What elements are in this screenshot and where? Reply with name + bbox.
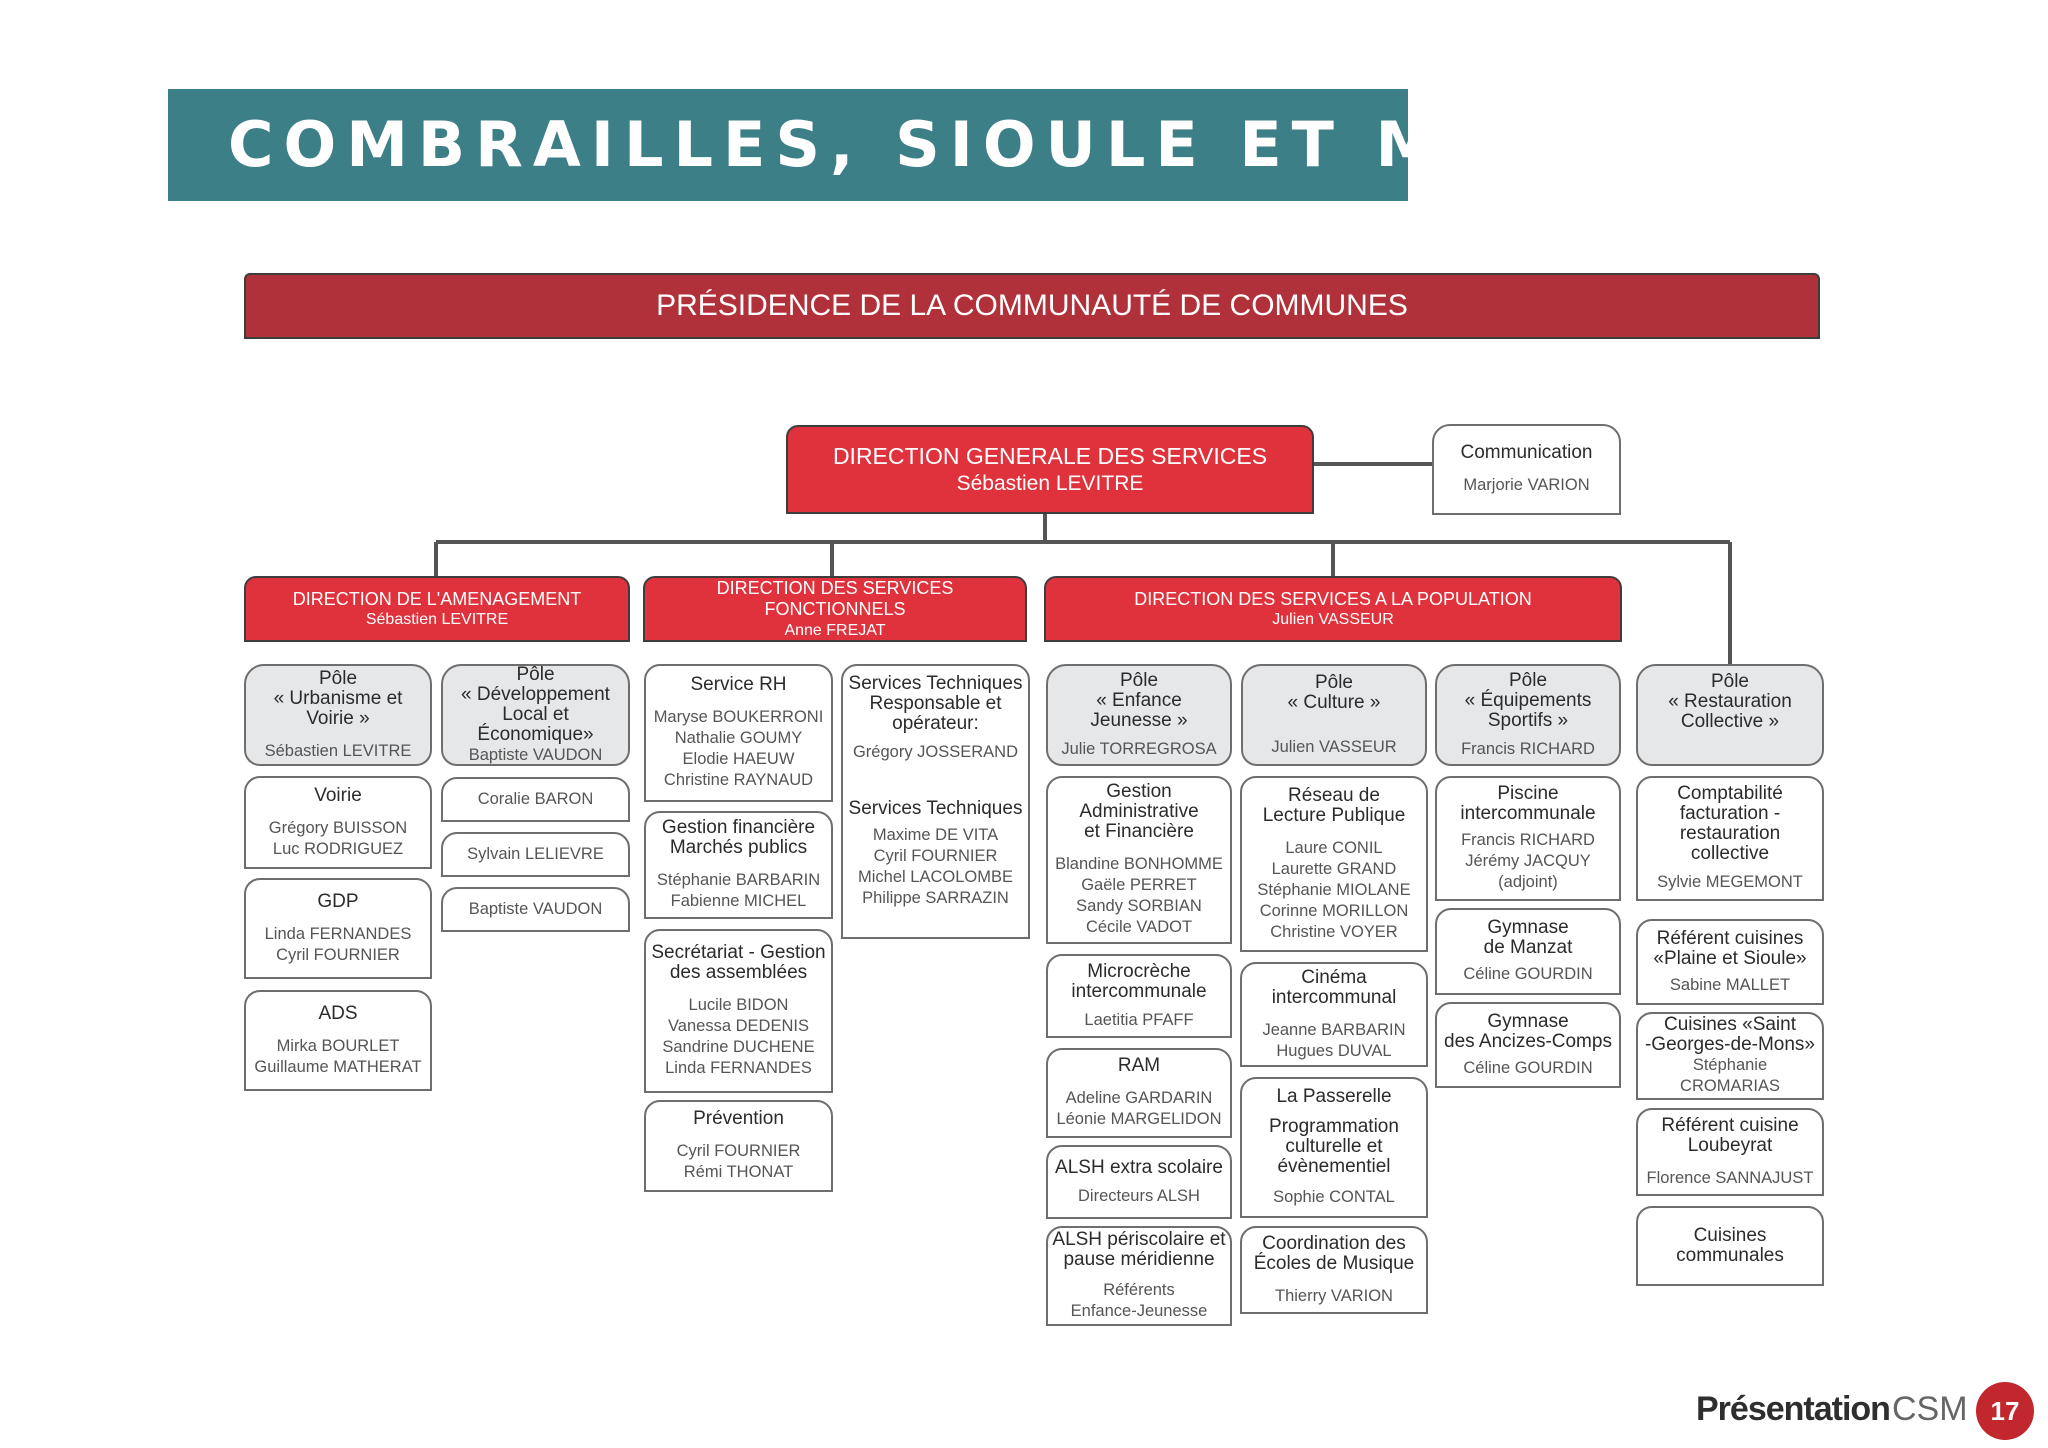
box-services-techniques [841,664,1030,939]
box-la-passerelle-title-2: Programmation culturelle et évènementiel [1269,1116,1399,1177]
direction-amenagement-title: DIRECTION DE L'AMENAGEMENT [292,588,582,609]
box-cinema-people: Jeanne BARBARIN Hugues DUVAL [1262,1020,1406,1060]
box-services-techniques-title: Services Techniques Responsable et opérateur: [848,673,1023,734]
box-alsh-peri-title: ALSH périscolaire et pause méridienne [1052,1229,1226,1270]
box-la-passerelle-people: Sophie CONTAL [1273,1188,1395,1206]
communication-title: Communication [1460,442,1593,463]
box-ads [244,990,432,1091]
page-number: 17 [1990,1395,2020,1426]
box-comptabilite [1636,776,1824,901]
dgs-person: Sébastien LEVITRE [956,471,1144,495]
presidence-label: PRÉSIDENCE DE LA COMMUNAUTÉ DE COMMUNES [656,289,1408,322]
box-piscine [1435,776,1621,901]
box-referent-plaine-sioule-people: Sabine MALLET [1669,975,1791,994]
pole-developpement-title: Pôle « Développement Local et Économique» [461,663,610,745]
communication-box [1432,424,1621,515]
box-piscine-title: Piscine intercommunale [1460,783,1596,824]
box-cuisines-saint-georges-people: Stéphanie CROMARIAS [1680,1056,1780,1095]
pole-enfance-jeunesse [1046,664,1232,766]
footer-brand: CSM [1892,1390,1968,1428]
pole-culture-people: Julien VASSEUR [1271,737,1397,756]
pole-urbanisme-voirie [244,664,432,766]
direction-population [1044,576,1622,642]
box-lecture-publique-title: Réseau de Lecture Publique [1262,784,1406,826]
box-lecture-publique [1240,776,1428,952]
direction-fonctionnels-title: DIRECTION DES SERVICES FONCTIONNELS [716,577,954,620]
box-alsh-periscolaire [1046,1226,1232,1326]
box-referent-loubeyrat-people: Florence SANNAJUST [1646,1168,1814,1187]
box-voirie-people: Grégory BUISSON Luc RODRIGUEZ [268,818,408,858]
box-la-passerelle [1240,1077,1428,1218]
box-prevention [644,1100,833,1192]
box-gymnase-ancizes-title: Gymnase des Ancizes-Comps [1444,1010,1612,1052]
box-gymnase-ancizes [1435,1002,1621,1088]
box-gestion-administrative [1046,776,1232,944]
box-microcreche [1046,954,1232,1038]
box-cuisines-communales-title: Cuisines communales [1676,1225,1784,1266]
box-cuisines-communales [1636,1206,1824,1286]
box-voirie-title: Voirie [314,784,362,806]
dgs-title: DIRECTION GENERALE DES SERVICES [832,443,1268,470]
box-services-techniques-people-2: Maxime DE VITA Cyril FOURNIER Michel LACOLOMBE Philippe SARRAZIN [858,826,1013,907]
box-ecoles-musique-people: Thierry VARION [1275,1286,1393,1305]
box-referent-plaine-sioule [1636,919,1824,1005]
box-gestion-administrative-people: Blandine BONHOMME Gaële PERRET Sandy SORBIAN Cécile VADOT [1055,855,1223,936]
box-cinema-title: Cinéma intercommunal [1271,966,1397,1008]
pole-developpement [441,664,630,766]
box-referent-plaine-sioule-title: Référent cuisines «Plaine et Sioule» [1653,927,1807,969]
direction-population-person: Julien VASSEUR [1272,611,1394,629]
box-ram-title: RAM [1117,1055,1161,1076]
box-piscine-people: Francis RICHARD Jérémy JACQUY (adjoint) [1461,831,1595,891]
box-services-techniques-people: Grégory JOSSERAND [852,743,1019,761]
box-coralie-baron-people: Coralie BARON [477,790,594,808]
box-service-rh-people: Maryse BOUKERRONI Nathalie GOUMY Elodie HAEUW Christine RAYNAUD [653,708,824,789]
pole-developpement-people: Baptiste VAUDON [468,745,603,764]
box-gestion-financiere-title: Gestion financière Marchés publics [661,817,816,858]
box-lecture-publique-people: Laure CONIL Laurette GRAND Stéphanie MIOLANE Corinne MORILLON Christine VOYER [1257,838,1411,941]
box-gymnase-manzat-title: Gymnase de Manzat [1483,917,1573,958]
box-ecoles-musique [1240,1226,1428,1314]
direction-fonctionnels-person: Anne FREJAT [784,622,886,639]
box-ram-people: Adeline GARDARIN Léonie MARGELIDON [1056,1089,1222,1128]
box-comptabilite-people: Sylvie MEGEMONT [1657,873,1803,891]
dgs-box [786,425,1314,514]
box-gdp-people: Linda FERNANDES Cyril FOURNIER [264,924,412,964]
box-cuisines-saint-georges-title: Cuisines «Saint -Georges-de-Mons» [1644,1014,1816,1055]
box-baptiste-vaudon [441,887,630,932]
box-coralie-baron [441,777,630,822]
box-alsh-extra-scolaire [1046,1145,1232,1219]
communication-person: Marjorie VARION [1463,476,1590,494]
page-number-badge [1976,1382,2034,1440]
box-baptiste-vaudon-people: Baptiste VAUDON [468,900,603,918]
box-gdp-title: GDP [317,890,359,912]
box-gdp [244,878,432,979]
pole-culture-title: Pôle « Culture » [1287,671,1381,713]
box-ecoles-musique-title: Coordination des Écoles de Musique [1253,1232,1415,1274]
box-prevention-title: Prévention [693,1108,784,1129]
pole-urbanisme-title: Pôle « Urbanisme et Voirie » [273,667,403,729]
pole-enfance-people: Julie TORREGROSA [1061,739,1217,758]
box-sylvain-lelievre-people: Sylvain LELIEVRE [467,845,604,863]
direction-amenagement [244,576,630,642]
box-gestion-administrative-title: Gestion Administrative et Financière [1079,781,1199,842]
box-la-passerelle-title: La Passerelle [1276,1086,1392,1107]
pole-restauration-collective [1636,664,1824,766]
pole-culture [1241,664,1427,766]
pole-sportifs-people: Francis RICHARD [1461,739,1595,758]
box-service-rh [644,664,833,802]
box-alsh-extra-title: ALSH extra scolaire [1055,1156,1223,1178]
pole-restauration-title: Pôle « Restauration Collective » [1668,671,1792,732]
direction-population-title: DIRECTION DES SERVICES A LA POPULATION [1134,588,1532,609]
pole-sportifs-title: Pôle « Équipements Sportifs » [1464,669,1592,731]
box-gymnase-manzat [1435,908,1621,995]
box-referent-loubeyrat-title: Référent cuisine Loubeyrat [1661,1114,1799,1156]
box-ram [1046,1048,1232,1138]
direction-fonctionnels [643,576,1027,642]
footer-presentation: Présentation [1696,1390,1890,1428]
box-ads-people: Mirka BOURLET Guillaume MATHERAT [254,1036,422,1076]
box-comptabilite-title: Comptabilité facturation - restauration collective [1677,783,1783,864]
box-gymnase-ancizes-people: Céline GOURDIN [1463,1058,1593,1077]
pole-urbanisme-people: Sébastien LEVITRE [264,741,412,760]
box-service-rh-title: Service RH [690,674,787,695]
direction-amenagement-person: Sébastien LEVITRE [365,611,509,629]
box-ads-title: ADS [318,1002,358,1024]
box-gymnase-manzat-people: Céline GOURDIN [1463,965,1593,983]
pole-equipements-sportifs [1435,664,1621,766]
box-microcreche-people: Laetitia PFAFF [1084,1010,1194,1029]
box-gestion-financiere [644,811,833,919]
box-alsh-extra-people: Directeurs ALSH [1078,1186,1200,1205]
box-referent-loubeyrat [1636,1108,1824,1196]
box-sylvain-lelievre [441,832,630,877]
box-services-techniques-title-2: Services Techniques [848,798,1023,819]
box-secretariat-title: Secrétariat - Gestion des assemblées [651,942,826,983]
pole-enfance-title: Pôle « Enfance Jeunesse » [1090,669,1188,731]
box-prevention-people: Cyril FOURNIER Rémi THONAT [676,1142,801,1181]
box-cinema [1240,962,1428,1067]
box-voirie [244,776,432,869]
box-cuisines-saint-georges [1636,1012,1824,1100]
page-title: COMBRAILLES, SIOULE ET MORGE [228,108,1681,181]
box-alsh-peri-people: Référents Enfance-Jeunesse [1070,1281,1208,1320]
box-gestion-financiere-people: Stéphanie BARBARIN Fabienne MICHEL [656,871,821,910]
box-secretariat-people: Lucile BIDON Vanessa DEDENIS Sandrine DUCHENE Linda FERNANDES [662,996,815,1077]
box-secretariat [644,929,833,1093]
box-microcreche-title: Microcrèche intercommunale [1071,960,1207,1002]
